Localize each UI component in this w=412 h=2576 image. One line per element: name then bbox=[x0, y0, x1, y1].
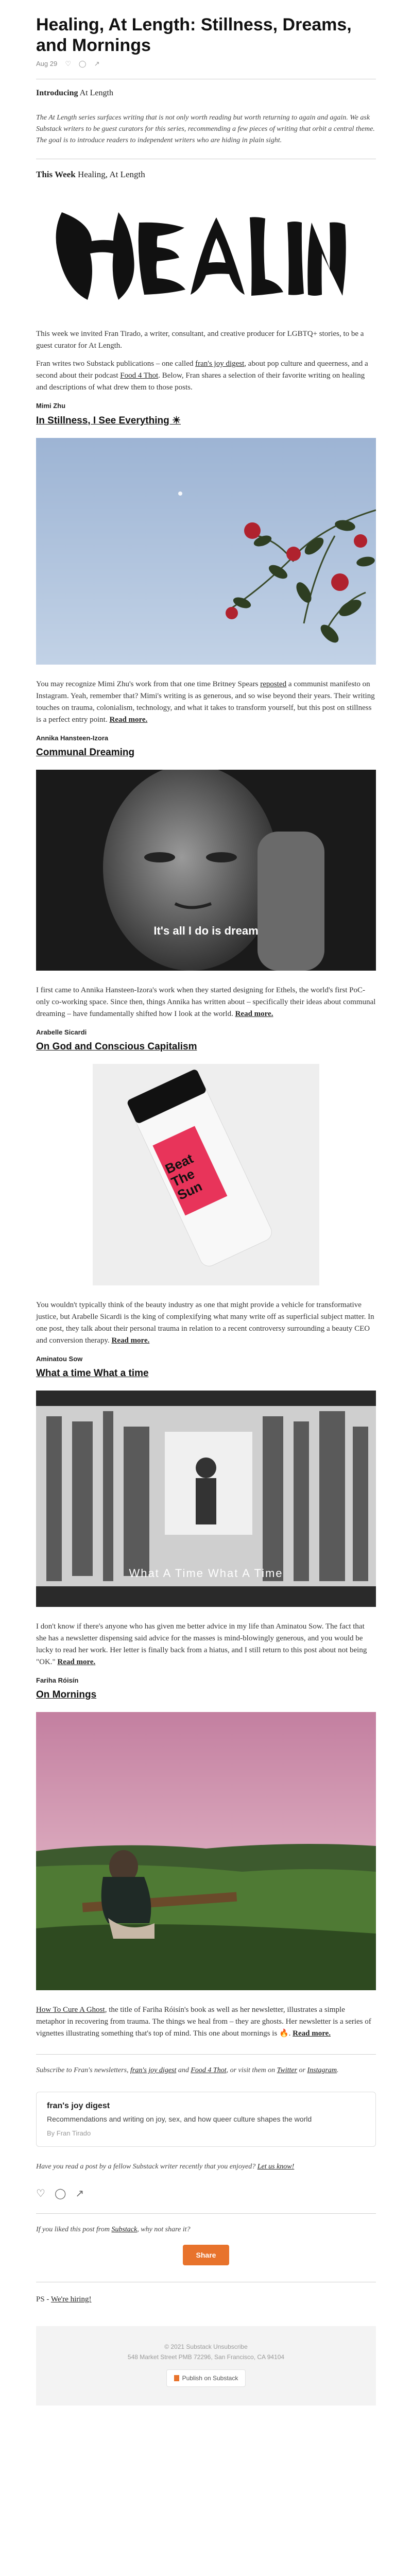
ps-note: PS - We're hiring! bbox=[36, 2295, 92, 2303]
section-text: You may recognize Mimi Zhu's work from that one time Britney Spears reposted a communist manifesto on Instagram. Yeah, remember that? Mimi's writing is as generous, and so wise beyond their years. Their writing touches on trauma, colonialism, technology, and what it takes to transform yourself, but this post on stillness is a perfect entry point. Read more. bbox=[36, 680, 375, 724]
opening-p2: Fran writes two Substack publications – one called fran's joy digest, about pop culture and queerness, and a second about their podcast Food 4 Thot. Below, Fran shares a selection of their favorite writing on healing and descriptions of what drew them to those posts. bbox=[36, 360, 368, 392]
divider bbox=[36, 2054, 376, 2055]
section-author: Fariha Róisín bbox=[36, 1676, 79, 1684]
opening-p1: This week we invited Fran Tirado, a writer, consultant, and creative producer for LGBTQ+ stories, to be a guest curator for At Length. bbox=[36, 330, 364, 350]
section-title-link[interactable]: What a time What a time bbox=[36, 1368, 149, 1379]
intro-label-rest: At Length bbox=[79, 89, 113, 97]
morning-landscape-image[interactable] bbox=[36, 1712, 376, 1993]
frans-joy-digest-link[interactable]: fran's joy digest bbox=[130, 2066, 177, 2074]
share-icon[interactable]: ↗ bbox=[94, 59, 100, 67]
section-title-link[interactable]: On Mornings bbox=[36, 1689, 97, 1700]
post-title: Healing, At Length: Stillness, Dreams, and Mornings bbox=[36, 15, 352, 55]
divider bbox=[36, 2213, 376, 2214]
footer-copyright[interactable]: © 2021 Substack Unsubscribe bbox=[164, 2343, 248, 2350]
section-text: You wouldn't typically think of the beauty industry as one that might provide a vehicle for transformative justice, but Arabelle Sicardi is the king of complexifying what many write off as superficial subject matter. In one post, they talk about their personal trauma in relation to a recent controversy surrounding a beauty CEO and conversion therapy. Read more. bbox=[36, 1301, 374, 1345]
sunscreen-product-image[interactable] bbox=[93, 1064, 319, 1288]
share-button[interactable]: Share bbox=[183, 2245, 230, 2265]
dreaming-portrait-image[interactable] bbox=[36, 770, 376, 973]
instagram-link[interactable]: Instagram bbox=[307, 2066, 337, 2074]
section-text: I don't know if there's anyone who has given me better advice in my life than Aminatou Sow. The fact that she has a newsletter dispensing said advice for the masses is mind-blowingly generous, and you would be lucky to read her work. Her letter is finally back from a hiatus, and I still return to this post about not being "OK." Read more. bbox=[36, 1622, 367, 1666]
section-author: Arabelle Sicardi bbox=[36, 1028, 87, 1036]
read-more-link[interactable]: Read more. bbox=[111, 1336, 150, 1345]
card-description: Recommendations and writing on joy, sex, and how queer culture shapes the world bbox=[47, 2115, 312, 2123]
footer-address: 548 Market Street PMB 72296, San Francisco, CA 94104 bbox=[127, 2353, 285, 2361]
post-actions bbox=[36, 2187, 376, 2200]
let-us-know-link[interactable]: Let us know! bbox=[257, 2163, 295, 2171]
publish-label: Publish on Substack bbox=[182, 2375, 238, 2382]
question-note: Have you read a post by a fellow Substack writer recently that you enjoyed? Let us know! bbox=[36, 2163, 295, 2171]
section-author: Aminatou Sow bbox=[36, 1355, 83, 1363]
post-meta bbox=[36, 60, 376, 67]
hero-healing-graphic bbox=[36, 199, 376, 313]
intro-label-bold: Introducing bbox=[36, 89, 78, 97]
roses-sky-image[interactable] bbox=[36, 438, 376, 667]
publish-on-substack-button[interactable] bbox=[166, 2369, 246, 2387]
image-caption: It's all I do is dream bbox=[153, 924, 259, 937]
food-4-thot-link[interactable]: Food 4 Thot bbox=[191, 2066, 227, 2074]
substack-link[interactable]: Substack bbox=[111, 2226, 138, 2233]
section-title-link[interactable]: On God and Conscious Capitalism bbox=[36, 1041, 197, 1052]
hiring-link[interactable]: We're hiring! bbox=[50, 2295, 92, 2303]
twitter-link[interactable]: Twitter bbox=[277, 2066, 298, 2074]
food-4-thot-link[interactable]: Food 4 Thot bbox=[120, 371, 159, 380]
share-icon[interactable]: ↗ bbox=[75, 2188, 84, 2199]
heart-icon[interactable]: ♡ bbox=[36, 2188, 45, 2199]
section-text: I first came to Annika Hansteen-Izora's work when they started designing for Ethels, the world's first PoC-only co-working space. Since then, things Annika has written about – specifically their ideas about communal dreaming – have fundamentally shifted how I look at the world. Read more. bbox=[36, 986, 376, 1018]
image-caption: What A Time What A Time bbox=[129, 1567, 283, 1580]
comment-icon[interactable]: ◯ bbox=[78, 59, 87, 67]
read-more-link[interactable]: Read more. bbox=[293, 2029, 331, 2038]
read-more-link[interactable]: Read more. bbox=[109, 716, 148, 724]
this-week-rest: Healing, At Length bbox=[77, 170, 145, 179]
section-title-link[interactable]: In Stillness, I See Everything ☀ bbox=[36, 415, 181, 426]
section-text: How To Cure A Ghost, the title of Fariha Róisín's book as well as her newsletter, illustrates a simple metaphor in recovering from trauma. The things we heal from – they are ghosts. Her newsletter is a series of vignettes illustrating something that's top of mind. This one about mornings is 🔥. Read more. bbox=[36, 2006, 371, 2038]
read-more-link[interactable]: Read more. bbox=[57, 1658, 96, 1666]
section-title-link[interactable]: Communal Dreaming bbox=[36, 747, 135, 758]
post-date: Aug 29 bbox=[36, 60, 58, 67]
section-author: Mimi Zhu bbox=[36, 402, 66, 410]
liked-note: If you liked this post from Substack, why not share it? bbox=[36, 2226, 191, 2233]
publication-card[interactable] bbox=[36, 2092, 376, 2147]
card-title: fran's joy digest bbox=[47, 2102, 110, 2110]
card-byline: By Fran Tirado bbox=[47, 2129, 91, 2137]
heart-icon[interactable]: ♡ bbox=[65, 59, 72, 67]
frans-joy-digest-link[interactable]: fran's joy digest bbox=[195, 360, 245, 368]
reposted-link[interactable]: reposted bbox=[260, 680, 287, 688]
product-label: Beat The Sun bbox=[163, 1150, 204, 1203]
subscribe-note: Subscribe to Fran's newsletters, fran's joy digest and Food 4 Thot, or visit them on Twitter or Instagram. bbox=[36, 2066, 339, 2074]
read-more-link[interactable]: Read more. bbox=[235, 1010, 273, 1018]
intro-note: The At Length series surfaces writing that is not only worth reading but worth returning to again and again. We ask Substack writers to be guest curators for this series, recommending a few pieces of writing that orbit a central theme. The goal is to introduce readers to independent writers who are hiding in plain sight. bbox=[36, 114, 375, 144]
newsletter bbox=[36, 0, 376, 2405]
what-a-time-image[interactable] bbox=[36, 1391, 376, 1609]
comment-icon[interactable]: ◯ bbox=[54, 2188, 66, 2199]
section-author: Annika Hansteen-Izora bbox=[36, 734, 109, 742]
this-week-bold: This Week bbox=[36, 170, 76, 179]
footer bbox=[36, 2326, 376, 2405]
substack-logo-icon bbox=[174, 2375, 179, 2381]
intro-heading bbox=[36, 89, 376, 98]
how-to-cure-a-ghost-link[interactable]: How To Cure A Ghost bbox=[36, 2006, 105, 2014]
this-week-heading bbox=[36, 170, 376, 180]
